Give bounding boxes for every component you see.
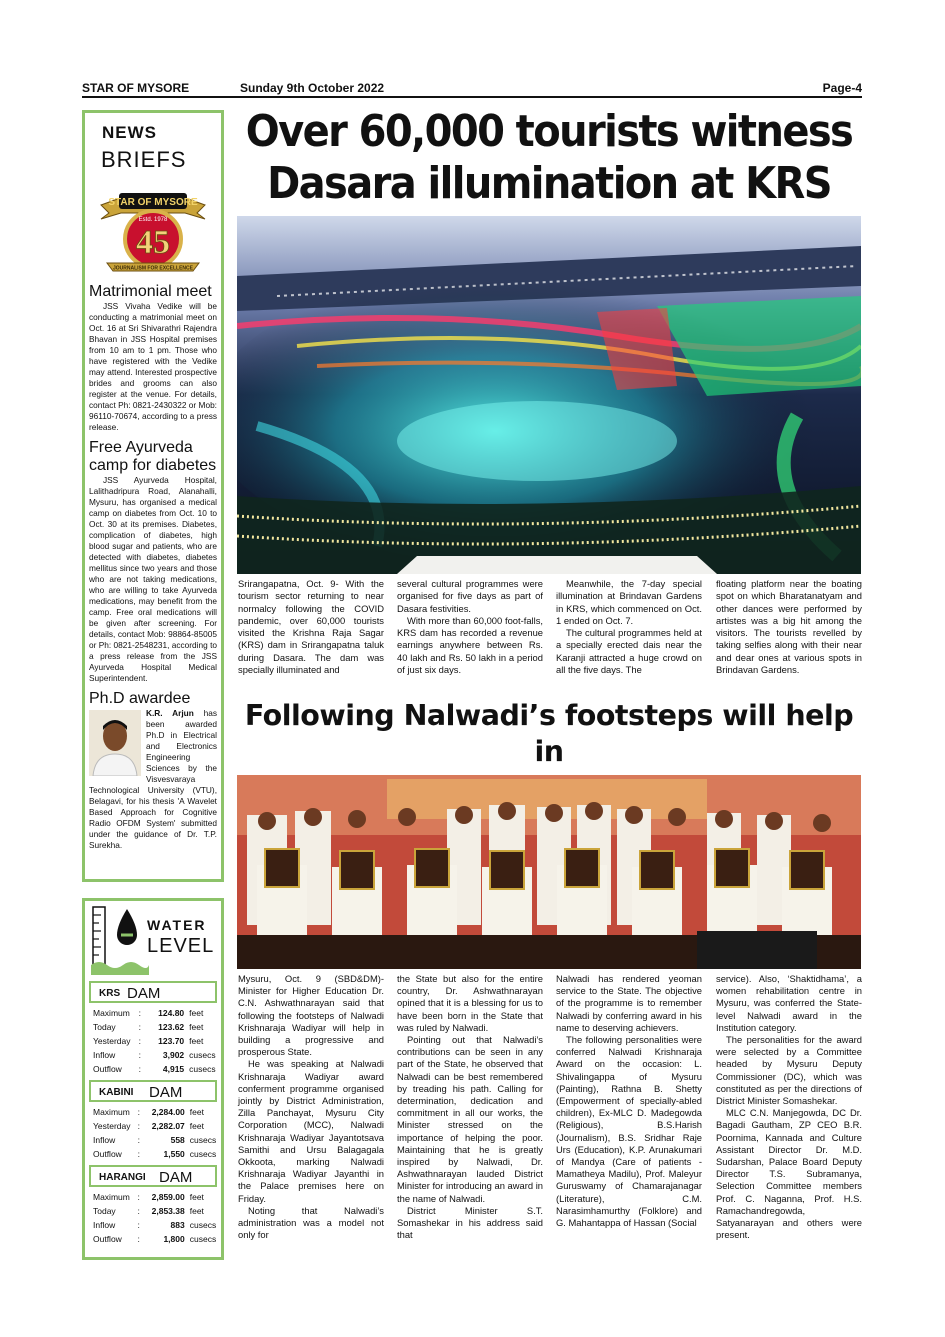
- article-column: Meanwhile, the 7-day special illumination at Brindavan Gardens in KRS, which commenced on Oct. 1 ended on Oct. 7. The cultural programmes held at a specially erected dais near the Karanji attracted a huge crowd on all the five days. The: [556, 578, 702, 676]
- headline-line-1: Following Nalwadi’s footsteps will help in: [244, 699, 854, 768]
- page-number: Page-4: [822, 81, 862, 95]
- arjun-photo: [89, 710, 141, 776]
- dam-name: KABINI: [99, 1087, 134, 1098]
- brindavan-illumination-photo: [237, 216, 861, 574]
- headline-krs-illumination: [237, 106, 861, 210]
- nalwadi-article-body: [238, 973, 862, 1265]
- phd-brief: [89, 708, 217, 851]
- logo-bottom-text: JOURNALISM FOR EXCELLENCE: [112, 265, 194, 272]
- article-column: Srirangapatna, Oct. 9- With the tourism sector returning to near normalcy following the COVID pandemic, over 60,000 tourists visited the Krishna Raja Sagar (KRS) dam in Srirangapatna taluk during Dasara. The dam was specially illuminated and: [238, 578, 384, 676]
- brief-body-ayurveda: JSS Ayurveda Hospital, Lalithadripura Road, Alanahalli, Mysuru, has organised a medical camp on diabetes from Oct. 10 to Oct. 30 at its premises. Diabetes, complication of diabetes, high blood sugar and patients, who are detected with diabetes, diabetes mellitus since two years and those who are not taking medications, who are willing to take Ayurveda medications, may benefit from the camp. Free oral medications will be given after screening. For details, contact Mob: 98864-85005 or Ph: 0821-2548231, according to a press release from the JSS Ayurveda Hospital Medical Superintendent.: [89, 475, 217, 683]
- star-of-mysore-45-logo: [93, 183, 213, 279]
- paper-name: STAR OF MYSORE: [82, 81, 190, 95]
- award-ceremony-photo: [237, 775, 861, 969]
- brief-title-matrimonial: Matrimonial meet: [89, 283, 212, 300]
- logo-estd: Estd. 1978: [138, 217, 168, 223]
- table-row: Outflow : 1,800 cusecs: [93, 1234, 217, 1244]
- table-row: Maximum : 2,284.00 feet: [93, 1107, 204, 1117]
- water-level-box: [82, 898, 224, 1260]
- krs-article-body: [238, 578, 862, 690]
- table-row: Yesterday : 2,282.07 feet: [93, 1121, 204, 1131]
- harangi-dam-table: [93, 1190, 221, 1246]
- dam-suffix: DAM: [127, 985, 161, 1002]
- article-column: several cultural programmes were organised for five days as part of Dasara festivities. With more than 60,000 foot-falls, KRS dam has recorded a revenue earnings anywhere between Rs. 40 lakh and Rs. 50 lakh in a period of just six days.: [397, 578, 543, 676]
- brief-body-matrimonial: JSS Vivaha Vedike will be conducting a matrimonial meet on Oct. 16 at Sri Shivarathri Rajendra Bhavan in JSS Hospital premises from 10 am to 1 pm. Those who have registered with the Vedike may attend. Interested prospective brides and grooms can also register at the venue. For details, contact Ph: 0821-2430322 or Mob: 96110-70674, according to a press release.: [89, 301, 217, 432]
- table-row: Yesterday : 123.70 feet: [93, 1036, 204, 1046]
- briefs-word: BRIEFS: [101, 147, 187, 172]
- table-row: Outflow : 1,550 cusecs: [93, 1149, 217, 1159]
- headline-line-1: Over 60,000 tourists witness: [245, 107, 853, 157]
- kabini-dam-title: [89, 1080, 217, 1102]
- table-row: Inflow : 883 cusecs: [93, 1220, 217, 1230]
- brief-title-phd: Ph.D awardee: [89, 690, 191, 707]
- krs-dam-title: [89, 981, 217, 1003]
- table-row: Inflow : 3,902 cusecs: [93, 1050, 216, 1060]
- water-word: WATER: [147, 917, 207, 933]
- brief-title-ayurveda: Free Ayurveda camp for diabetes: [89, 439, 217, 474]
- level-word: LEVEL: [147, 935, 215, 957]
- headline-line-2: Dasara illumination at KRS: [267, 159, 831, 209]
- logo-number: 45: [136, 224, 170, 261]
- article-column: Nalwadi has rendered yeoman service to the State. The objective of the programme is to remember Nalwadi by conferring award in his name to deserving achievers. The following personalities were conferred Nalwadi Krishnaraja Award on the occasion: L. Shivalingappa of Mysuru (Painting), Rathna B. Shetty (Empowerment of specially-abled children), Ex-MLC D. Madegowda (Religious), B.S.Harish (Journalism), B.S. Sridhar Raje Urs (Education), K.P. Arunakumari of Mandya (Care of patients - Mamatheya Madilu), Prof. Maleyur Guruswamy of Chamarajanagar (Literature), C.M. Narasimhamurthy (Folklore) and G. Mahantappa of Hassan (Social: [556, 973, 702, 1229]
- issue-date: Sunday 9th October 2022: [240, 81, 385, 95]
- table-row: Outflow : 4,915 cusecs: [93, 1064, 216, 1074]
- dam-suffix: DAM: [159, 1169, 193, 1186]
- table-row: Today : 2,853.38 feet: [93, 1206, 204, 1216]
- news-briefs-box: [82, 110, 224, 882]
- table-row: Today : 123.62 feet: [93, 1022, 204, 1032]
- dam-name: KRS: [99, 988, 121, 999]
- table-row: Maximum : 124.80 feet: [93, 1008, 204, 1018]
- news-word: NEWS: [102, 123, 157, 142]
- brief-body-phd: has been awarded Ph.D in Electrical and Electronics Engineering Sciences by the Visvesvaraya Technological University (VTU), Belagavi, for his thesis 'A Wavelet Based Approach for Cognitive Radio OFDM System' submitted under the guidance of Dr. T.P. Surekha.: [89, 708, 217, 850]
- dam-suffix: DAM: [149, 1084, 183, 1101]
- logo-top-text: STAR OF MYSORE: [108, 197, 198, 208]
- news-briefs-header: [89, 117, 217, 179]
- table-row: Maximum : 2,859.00 feet: [93, 1192, 204, 1202]
- article-column: the State but also for the entire country, Dr. Ashwathnarayan opined that it is a blessing for us to have been born in the State that was ruled by Nalwadi. Pointing out that Nalwadi’s contributions can be seen in any part of the State, he observed that Nalwadi can be best remembered by treading his path. Calling for determination, dedication and commitment in all our works, the Minister stressed on the importance of helping the poor. Maintaining that he is greatly inspired by Nalwadi, Dr. Ashwathnarayan lauded District Minister for introducing an award in the name of Nalwadi. District Minister S.T. Somashekar in his address said that: [397, 973, 543, 1241]
- krs-dam-table: [93, 1006, 221, 1076]
- article-column: Mysuru, Oct. 9 (SBD&DM)- Minister for Higher Education Dr. C.N. Ashwathnarayan said that following the footsteps of Nalwadi Krishnaraja Wadiyar will help in building a progressive and prosperous State. He was speaking at Nalwadi Krishnaraja Wadiyar award conferment programme organised jointly by District Administration, Zilla Panchayat, Mysuru City Corporation (MCC), Nalwadi Krishnaraja Wadiyar Jayantotsava Samithi and Ursu Balagagala Okkoota, marking Nalwadi Krishnaraja Wadiyar Jayanthi in the Palace premises here on Friday. Noting that Nalwadi’s administration was a model not only for: [238, 973, 384, 1241]
- water-level-header: [85, 901, 221, 977]
- dam-name: HARANGI: [99, 1172, 146, 1183]
- masthead: [82, 78, 862, 98]
- table-row: Inflow : 558 cusecs: [93, 1135, 217, 1145]
- water-gauge-icon: [91, 903, 149, 975]
- kabini-dam-table: [93, 1105, 221, 1161]
- phd-name: K.R. Arjun: [146, 708, 194, 718]
- article-column: service). Also, ‘Shaktidhama’, a women rehabilitation centre in Mysuru, was conferred the State-level Nalwadi award in the Institution category. The personalities for the award were selected by a Committee headed by Mysuru Deputy Commissioner (DC), which was constituted as per the directions of District Minister Somashekar. MLC C.N. Manjegowda, DC Dr. Bagadi Gautham, ZP CEO B.R. Poornima, Kannada and Culture Assistant Director Dr. M.D. Sudarshan, Palace Board Deputy Director T.S. Subramanya, Selection Committee members Prof. C. Naganna, Prof. H.S. Ramachandregowda, Satyanarayan and others were present.: [716, 973, 862, 1241]
- harangi-dam-title: [89, 1165, 217, 1187]
- article-column: floating platform near the boating spot on which Bharatanatyam and other dances were performed by artistes was a big hit among the visitors. The tourists revelled by taking selfies along with their near and dear ones at various spots in Brindavan Gardens.: [716, 578, 862, 676]
